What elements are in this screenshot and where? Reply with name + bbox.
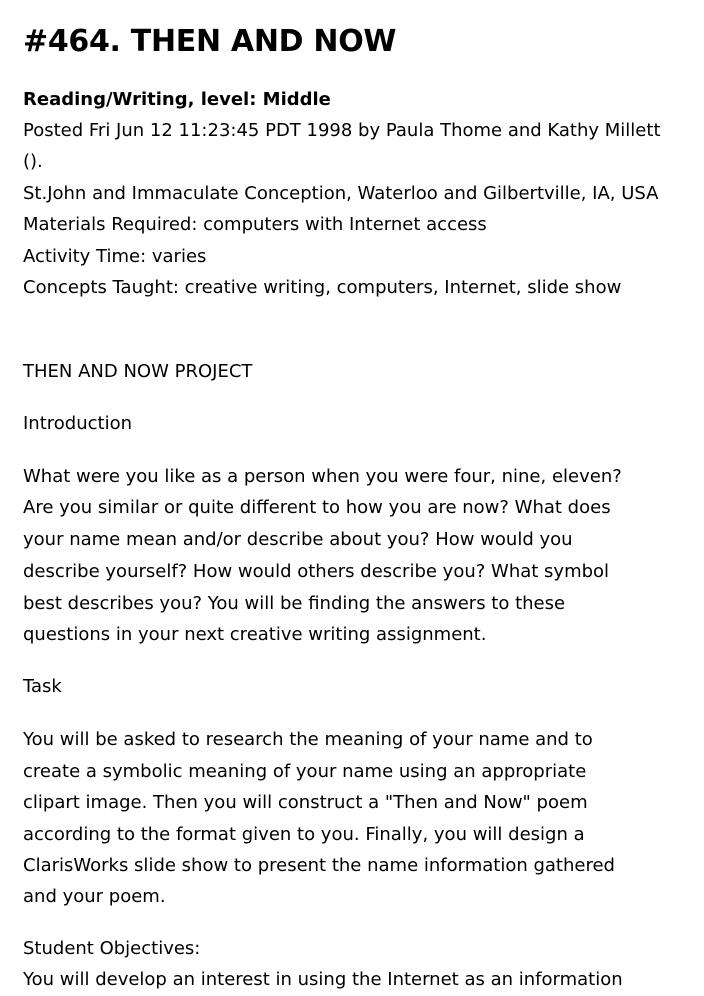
materials: Materials Required: computers with Internet access bbox=[23, 214, 487, 235]
objectives-text: You will develop an interest in using the Internet as an information bbox=[23, 969, 623, 990]
text-line: your name mean and/or describe about you? How would you bbox=[23, 529, 573, 550]
page-title: #464. THEN AND NOW bbox=[23, 24, 397, 59]
text-line: clipart image. Then you will construct a "Then and Now" poem bbox=[23, 792, 588, 813]
text-line: You will be asked to research the meaning of your name and to bbox=[23, 729, 593, 750]
text-line: and your poem. bbox=[23, 886, 166, 907]
text-line: according to the format given to you. Finally, you will design a bbox=[23, 824, 585, 845]
objectives-heading: Student Objectives: bbox=[23, 938, 201, 959]
text-line: questions in your next creative writing assignment. bbox=[23, 624, 487, 645]
text-line: Are you similar or quite different to how you are now? What does bbox=[23, 497, 611, 518]
text-line: ClarisWorks slide show to present the name information gathered bbox=[23, 855, 615, 876]
task-heading: Task bbox=[23, 676, 62, 697]
text-line: describe yourself? How would others describe you? What symbol bbox=[23, 561, 610, 582]
intro-heading: Introduction bbox=[23, 413, 133, 434]
subject-level: Reading/Writing, level: Middle bbox=[23, 89, 331, 110]
text-line: create a symbolic meaning of your name using an appropriate bbox=[23, 761, 587, 782]
activity-time: Activity Time: varies bbox=[23, 246, 207, 267]
project-title: THEN AND NOW PROJECT bbox=[23, 361, 253, 382]
text-line: best describes you? You will be finding the answers to these bbox=[23, 593, 566, 614]
posted-line: Posted Fri Jun 12 11:23:45 PDT 1998 by Paula Thome and Kathy Millett bbox=[23, 120, 661, 141]
posted-line-cont: (). bbox=[23, 151, 43, 172]
text-line: What were you like as a person when you were four, nine, eleven? bbox=[23, 466, 622, 487]
school: St.John and Immaculate Conception, Waterloo and Gilbertville, IA, USA bbox=[23, 183, 659, 204]
concepts: Concepts Taught: creative writing, computers, Internet, slide show bbox=[23, 277, 622, 298]
